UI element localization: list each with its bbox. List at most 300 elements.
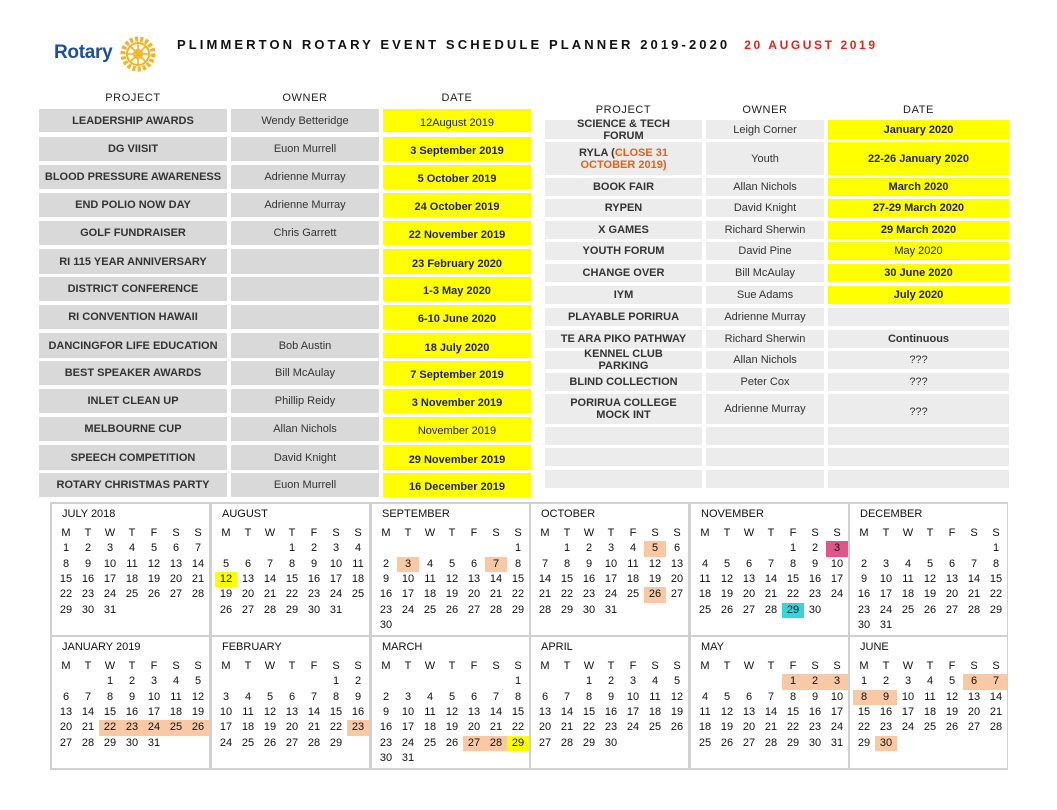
day-cell: 26 xyxy=(445,736,459,749)
month-name: SEPTEMBER xyxy=(382,508,450,520)
day-cell: 11 xyxy=(126,557,138,570)
weekday-label: S xyxy=(673,660,681,672)
day-cell xyxy=(985,618,1007,634)
date-cell: 3 November 2019 xyxy=(383,389,531,413)
month-name: FEBRUARY xyxy=(222,641,282,653)
day-cell xyxy=(738,541,760,557)
day-cell: 20 xyxy=(538,721,552,734)
date-cell: 27-29 March 2020 xyxy=(828,199,1009,217)
day-cell xyxy=(419,541,441,557)
day-cell: 15 xyxy=(786,705,800,718)
day-cell xyxy=(419,618,441,634)
day-cell: 9 xyxy=(607,690,615,703)
day-cell xyxy=(237,618,259,634)
month-name: DECEMBER xyxy=(860,508,923,520)
day-cell: 25 xyxy=(648,721,662,734)
date-cell: 16 December 2019 xyxy=(383,473,531,497)
day-cell: 22 xyxy=(511,588,525,601)
weekday-label: W xyxy=(264,527,276,539)
day-cell: 10 xyxy=(830,690,844,703)
day-cell xyxy=(826,751,848,767)
owner-cell: Phillip Reidy xyxy=(231,389,379,413)
day-cell: 28 xyxy=(489,603,503,616)
day-cell: 26 xyxy=(187,720,209,736)
day-cell: 18 xyxy=(125,572,139,585)
day-cell: 18 xyxy=(648,705,662,718)
day-cell: 2 xyxy=(382,690,390,703)
day-cell: 26 xyxy=(720,736,734,749)
day-cell: 12 xyxy=(923,572,937,585)
day-cell: 4 xyxy=(701,690,709,703)
day-cell: 8 xyxy=(514,690,522,703)
day-cell: 29 xyxy=(285,603,299,616)
day-cell: 12 xyxy=(720,705,734,718)
day-cell: 20 xyxy=(945,588,959,601)
day-cell: 17 xyxy=(901,705,915,718)
day-cell: 1 xyxy=(288,542,296,555)
day-cell: 23 xyxy=(307,588,321,601)
day-cell xyxy=(237,674,259,690)
day-cell: 21 xyxy=(489,588,503,601)
weekday-label: T xyxy=(926,660,934,672)
day-cell: 8 xyxy=(992,557,1000,570)
day-cell: 11 xyxy=(170,690,182,703)
day-cell xyxy=(941,541,963,557)
day-cell: 25 xyxy=(698,603,712,616)
day-cell: 16 xyxy=(307,572,321,585)
day-cell: 19 xyxy=(648,572,662,585)
day-cell xyxy=(507,618,529,634)
day-cell: 21 xyxy=(560,721,574,734)
day-cell: 15 xyxy=(857,705,871,718)
weekday-label: T xyxy=(448,527,456,539)
weekday-label: F xyxy=(150,660,158,672)
day-cell xyxy=(325,618,347,634)
weekday-label: T xyxy=(84,527,92,539)
day-cell xyxy=(397,618,419,634)
day-cell: 15 xyxy=(582,705,596,718)
month-block xyxy=(850,504,1007,635)
day-cell xyxy=(622,603,644,619)
day-cell xyxy=(534,674,556,690)
date-cell: March 2020 xyxy=(828,178,1009,196)
owner-cell: Euon Murrell xyxy=(231,137,379,161)
day-cell xyxy=(963,751,985,767)
day-cell: 23 xyxy=(582,588,596,601)
day-cell: 27 xyxy=(967,721,981,734)
day-cell xyxy=(507,751,529,767)
day-cell xyxy=(963,618,985,634)
day-cell xyxy=(419,751,441,767)
weekday-label: S xyxy=(172,527,180,539)
weekday-label: F xyxy=(629,527,637,539)
day-cell: 11 xyxy=(424,572,436,585)
day-cell xyxy=(215,674,237,690)
weekday-label: T xyxy=(607,660,615,672)
owner-cell: Sue Adams xyxy=(706,286,824,304)
day-cell: 22 xyxy=(329,721,343,734)
day-cell xyxy=(578,751,600,767)
weekday-label: W xyxy=(583,660,595,672)
day-cell xyxy=(463,751,485,767)
day-cell: 25 xyxy=(125,588,139,601)
day-cell: 14 xyxy=(263,572,277,585)
day-cell xyxy=(600,618,622,634)
month-name: JUNE xyxy=(860,641,889,653)
weekday-label: F xyxy=(789,527,797,539)
day-cell: 5 xyxy=(723,557,731,570)
day-cell: 2 xyxy=(804,674,826,690)
day-cell: 21 xyxy=(489,721,503,734)
day-cell xyxy=(622,618,644,634)
day-cell: 26 xyxy=(923,603,937,616)
day-cell: 17 xyxy=(626,705,640,718)
day-cell: 2 xyxy=(811,542,819,555)
weekday-label: S xyxy=(833,660,841,672)
day-cell: 22 xyxy=(786,721,800,734)
day-cell xyxy=(99,751,121,767)
day-cell: 24 xyxy=(879,603,893,616)
date-cell: 3 September 2019 xyxy=(383,137,531,161)
weekday-label: S xyxy=(492,527,500,539)
day-cell: 8 xyxy=(789,557,797,570)
day-cell xyxy=(782,751,804,767)
day-cell: 27 xyxy=(241,603,255,616)
day-cell: 10 xyxy=(329,557,343,570)
day-cell: 7 xyxy=(194,542,202,555)
owner-cell: Allan Nichols xyxy=(706,351,824,369)
day-cell: 11 xyxy=(627,557,639,570)
weekday-label: S xyxy=(332,527,340,539)
weekday-label: T xyxy=(767,527,775,539)
day-cell: 8 xyxy=(106,690,114,703)
day-cell: 31 xyxy=(604,603,618,616)
weekday-label: S xyxy=(651,527,659,539)
day-cell: 18 xyxy=(423,721,437,734)
owner-cell: Leigh Corner xyxy=(706,120,824,139)
day-cell xyxy=(897,541,919,557)
project-cell: DANCINGFOR LIFE EDUCATION xyxy=(39,333,227,358)
day-cell: 6 xyxy=(745,557,753,570)
day-cell: 6 xyxy=(948,557,956,570)
weekday-label: T xyxy=(607,527,615,539)
day-cell xyxy=(963,736,985,752)
day-cell: 23 xyxy=(808,721,822,734)
day-cell: 4 xyxy=(128,542,136,555)
day-cell: 28 xyxy=(764,736,778,749)
day-cell xyxy=(441,618,463,634)
project-cell: IYM xyxy=(545,286,702,304)
weekday-label: S xyxy=(354,660,362,672)
weekday-label: F xyxy=(470,527,478,539)
day-cell: 24 xyxy=(626,721,640,734)
day-cell xyxy=(187,618,209,634)
day-cell: 4 xyxy=(629,542,637,555)
day-cell: 29 xyxy=(329,736,343,749)
weekday-label: S xyxy=(514,527,522,539)
day-cell: 18 xyxy=(351,572,365,585)
day-cell xyxy=(347,618,369,634)
day-cell xyxy=(187,603,209,619)
weekday-label: M xyxy=(221,527,231,539)
day-cell: 10 xyxy=(401,572,415,585)
day-cell: 8 xyxy=(62,557,70,570)
day-cell: 16 xyxy=(379,588,393,601)
date-cell: 12August 2019 xyxy=(383,109,531,132)
day-cell: 17 xyxy=(401,588,415,601)
owner-cell: Chris Garrett xyxy=(231,221,379,245)
day-cell: 30 xyxy=(857,618,871,631)
day-cell: 7 xyxy=(767,690,775,703)
weekday-label: T xyxy=(288,660,296,672)
weekday-label: F xyxy=(789,660,797,672)
day-cell: 6 xyxy=(172,542,180,555)
weekday-label: S xyxy=(194,660,202,672)
day-cell: 20 xyxy=(670,572,684,585)
day-cell: 15 xyxy=(560,572,574,585)
day-cell xyxy=(804,751,826,767)
day-cell: 18 xyxy=(423,588,437,601)
day-cell: 4 xyxy=(354,542,362,555)
day-cell xyxy=(121,618,143,634)
day-cell xyxy=(77,618,99,634)
day-cell: 13 xyxy=(169,557,183,570)
day-cell: 1 xyxy=(782,674,804,690)
month-name: MARCH xyxy=(382,641,423,653)
day-cell xyxy=(55,618,77,634)
day-cell: 26 xyxy=(670,721,684,734)
day-cell xyxy=(666,618,688,634)
day-cell: 19 xyxy=(191,705,205,718)
day-cell: 4 xyxy=(426,690,434,703)
day-cell: 2 xyxy=(860,557,868,570)
day-cell: 13 xyxy=(742,705,756,718)
day-cell: 25 xyxy=(351,588,365,601)
day-cell xyxy=(941,751,963,767)
table-header-owner: OWNER xyxy=(282,92,328,104)
day-cell: 17 xyxy=(830,705,844,718)
day-cell xyxy=(760,674,782,690)
day-cell: 29 xyxy=(786,736,800,749)
day-cell xyxy=(303,751,325,767)
day-cell xyxy=(375,541,397,557)
day-cell: 4 xyxy=(172,675,180,688)
day-cell: 21 xyxy=(764,588,778,601)
day-cell xyxy=(897,751,919,767)
day-cell: 5 xyxy=(266,690,274,703)
project-cell: ROTARY CHRISTMAS PARTY xyxy=(39,473,227,497)
day-cell: 25 xyxy=(165,720,187,736)
day-cell: 16 xyxy=(808,705,822,718)
day-cell: 27 xyxy=(742,603,756,616)
project-cell: BEST SPEAKER AWARDS xyxy=(39,361,227,385)
day-cell xyxy=(919,751,941,767)
day-cell xyxy=(556,751,578,767)
day-cell: 19 xyxy=(445,588,459,601)
project-cell: YOUTH FORUM xyxy=(545,242,702,260)
day-cell: 3 xyxy=(607,542,615,555)
day-cell: 26 xyxy=(445,603,459,616)
day-cell xyxy=(919,618,941,634)
weekday-label: T xyxy=(404,660,412,672)
day-cell xyxy=(963,541,985,557)
day-cell xyxy=(485,541,507,557)
day-cell: 22 xyxy=(560,588,574,601)
day-cell: 1 xyxy=(106,675,114,688)
weekday-label: W xyxy=(902,527,914,539)
weekday-label: T xyxy=(723,660,731,672)
weekday-label: M xyxy=(700,527,710,539)
project-cell: INLET CLEAN UP xyxy=(39,389,227,413)
project-cell: X GAMES xyxy=(545,221,702,239)
date-cell: ??? xyxy=(828,373,1009,391)
day-cell xyxy=(143,603,165,619)
day-cell: 15 xyxy=(786,572,800,585)
day-cell xyxy=(419,674,441,690)
month-name: MAY xyxy=(701,641,725,653)
date-cell xyxy=(828,427,1009,445)
day-cell: 12 xyxy=(670,690,684,703)
day-cell: 4 xyxy=(701,557,709,570)
owner-cell: Allan Nichols xyxy=(706,178,824,196)
day-cell xyxy=(485,674,507,690)
day-cell: 8 xyxy=(288,557,296,570)
day-cell: 15 xyxy=(511,705,525,718)
day-cell xyxy=(165,751,187,767)
day-cell: 5 xyxy=(222,557,230,570)
day-cell xyxy=(694,674,716,690)
month-block xyxy=(372,504,529,635)
day-cell: 1 xyxy=(514,675,522,688)
date-cell: 23 February 2020 xyxy=(383,249,531,274)
weekday-label: W xyxy=(264,660,276,672)
month-block xyxy=(212,637,369,768)
month-name: NOVEMBER xyxy=(701,508,764,520)
day-cell xyxy=(121,603,143,619)
day-cell: 10 xyxy=(147,690,161,703)
day-cell xyxy=(760,541,782,557)
day-cell: 4 xyxy=(426,557,434,570)
day-cell: 18 xyxy=(698,721,712,734)
day-cell: 31 xyxy=(879,618,893,631)
month-block xyxy=(531,504,688,635)
day-cell: 2 xyxy=(882,675,890,688)
day-cell: 17 xyxy=(103,572,117,585)
owner-cell: Bill McAulay xyxy=(706,264,824,282)
day-cell: 23 xyxy=(379,736,393,749)
day-cell: 6 xyxy=(541,690,549,703)
day-cell: 26 xyxy=(147,588,161,601)
day-cell: 8 xyxy=(853,690,875,706)
owner-cell: Euon Murrell xyxy=(231,473,379,497)
weekday-label: F xyxy=(150,527,158,539)
day-cell: 1 xyxy=(62,542,70,555)
day-cell: 13 xyxy=(967,690,981,703)
weekday-label: M xyxy=(700,660,710,672)
day-cell xyxy=(397,674,419,690)
date-cell: 22-26 January 2020 xyxy=(828,142,1009,175)
day-cell: 6 xyxy=(244,557,252,570)
owner-cell: Peter Cox xyxy=(706,373,824,391)
day-cell: 9 xyxy=(860,572,868,585)
owner-cell xyxy=(706,448,824,466)
day-cell xyxy=(485,618,507,634)
owner-cell: Bob Austin xyxy=(231,333,379,358)
day-cell: 26 xyxy=(263,736,277,749)
day-cell: 7 xyxy=(310,690,318,703)
day-cell: 20 xyxy=(59,721,73,734)
day-cell: 21 xyxy=(307,721,321,734)
day-cell xyxy=(919,541,941,557)
day-cell: 25 xyxy=(241,736,255,749)
day-cell: 5 xyxy=(448,557,456,570)
day-cell: 4 xyxy=(244,690,252,703)
project-cell: DG VIISIT xyxy=(39,137,227,161)
day-cell: 25 xyxy=(901,603,915,616)
day-cell: 3 xyxy=(106,542,114,555)
day-cell: 5 xyxy=(150,542,158,555)
project-cell: RI CONVENTION HAWAII xyxy=(39,305,227,329)
day-cell: 12 xyxy=(945,690,959,703)
weekday-label: S xyxy=(811,660,819,672)
month-block xyxy=(531,637,688,768)
day-cell: 13 xyxy=(59,705,73,718)
day-cell: 18 xyxy=(923,705,937,718)
day-cell: 3 xyxy=(826,674,848,690)
table-header-date: DATE xyxy=(441,92,473,104)
day-cell: 30 xyxy=(81,603,95,616)
day-cell: 15 xyxy=(989,572,1003,585)
day-cell: 24 xyxy=(401,736,415,749)
day-cell: 16 xyxy=(857,588,871,601)
day-cell: 17 xyxy=(830,572,844,585)
weekday-label: F xyxy=(629,660,637,672)
day-cell: 28 xyxy=(538,603,552,616)
day-cell: 28 xyxy=(560,736,574,749)
day-cell: 23 xyxy=(379,603,393,616)
day-cell: 9 xyxy=(354,690,362,703)
day-cell: 12 xyxy=(648,557,662,570)
day-cell: 29 xyxy=(857,736,871,749)
day-cell: 2 xyxy=(354,675,362,688)
day-cell xyxy=(600,751,622,767)
day-cell: 7 xyxy=(485,557,507,573)
day-cell: 15 xyxy=(511,572,525,585)
day-cell xyxy=(347,603,369,619)
month-name: JULY 2018 xyxy=(62,508,116,520)
weekday-label: T xyxy=(244,660,252,672)
day-cell: 13 xyxy=(241,572,255,585)
day-cell: 15 xyxy=(285,572,299,585)
day-cell: 5 xyxy=(948,675,956,688)
date-cell: July 2020 xyxy=(828,286,1009,304)
weekday-label: S xyxy=(673,527,681,539)
day-cell: 31 xyxy=(103,603,117,616)
day-cell: 7 xyxy=(767,557,775,570)
day-cell xyxy=(875,541,897,557)
day-cell xyxy=(303,674,325,690)
day-cell xyxy=(622,736,644,752)
day-cell: 30 xyxy=(307,603,321,616)
project-cell: LEADERSHIP AWARDS xyxy=(39,109,227,132)
day-cell: 28 xyxy=(967,603,981,616)
day-cell: 13 xyxy=(285,705,299,718)
day-cell xyxy=(644,736,666,752)
day-cell: 13 xyxy=(945,572,959,585)
weekday-label: T xyxy=(84,660,92,672)
day-cell: 17 xyxy=(604,572,618,585)
day-cell xyxy=(897,736,919,752)
